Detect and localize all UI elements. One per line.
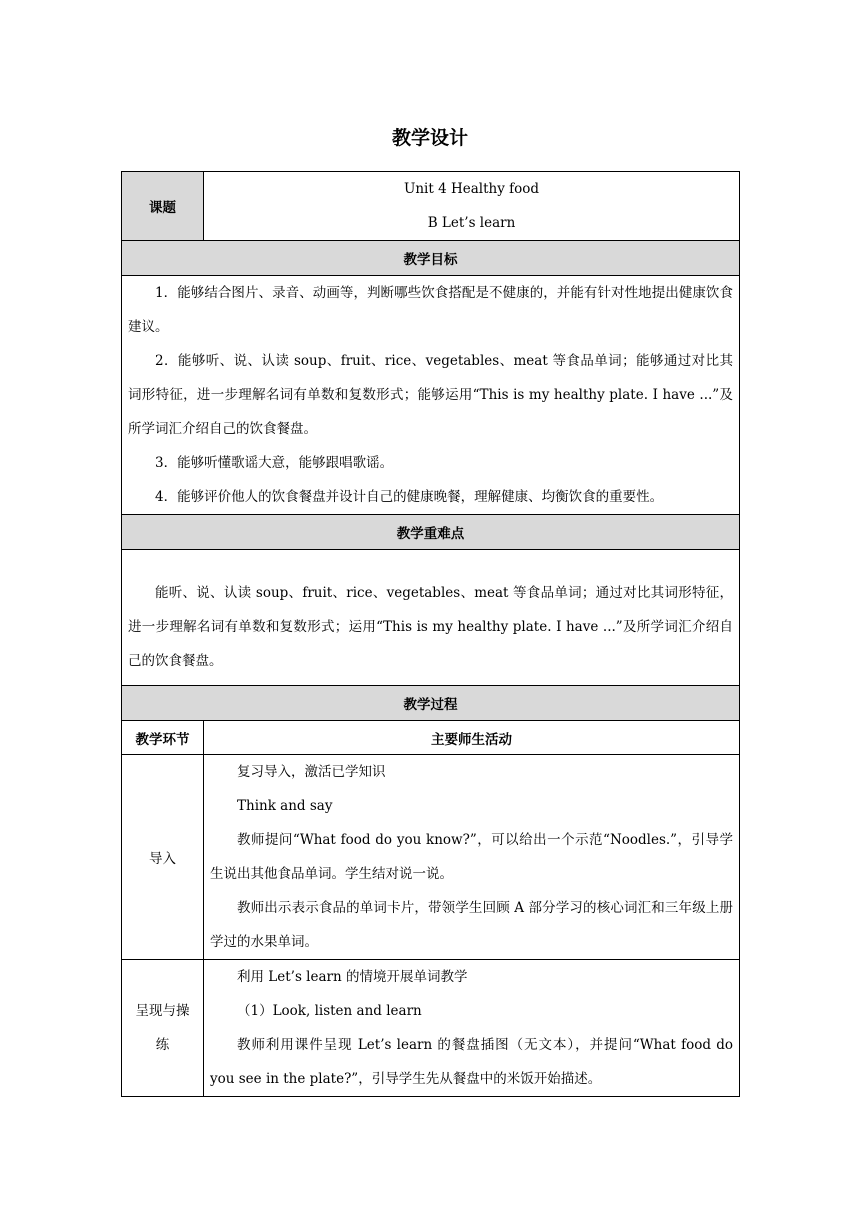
objective-item: 3．能够听懂歌谣大意，能够跟唱歌谣。 — [155, 455, 394, 471]
objective-item: 2．能够听、说、认读 soup、fruit、rice、vegetables、meat 等食品单词；能够通过对比其词形特征，进一步理解名词有单数和复数形式；能够运用“This is my healthy plate. I have ...”及所学词汇介绍自己的饮食餐盘。 — [128, 353, 733, 437]
stage-row-intro — [122, 755, 740, 960]
activity-paragraph: 教师出示表示食品的单词卡片，带领学生回顾 A 部分学习的核心词汇和三年级上册学过的水果单词。 — [210, 900, 733, 950]
activity-column-header: 主要师生活动 — [204, 721, 740, 755]
stage-label-line: 练 — [155, 1037, 170, 1053]
lesson-plan-table — [121, 171, 740, 1097]
topic-lesson: B Let’s learn — [427, 215, 516, 231]
key-points-row — [122, 550, 740, 686]
stage-row-presentation — [122, 960, 740, 1097]
topic-value — [204, 172, 740, 241]
objective-item: 4．能够评价他人的饮食餐盘并设计自己的健康晚餐，理解健康、均衡饮食的重要性。 — [155, 489, 664, 505]
activity-paragraph: 教师提问“What food do you know?”，可以给出一个示范“Noodles.”，引导学生说出其他食品单词。学生结对说一说。 — [210, 832, 733, 882]
topic-label: 课题 — [122, 172, 204, 241]
key-points-header: 教学重难点 — [122, 515, 740, 550]
objectives-content — [122, 276, 740, 515]
stage-activities — [204, 960, 740, 1097]
activity-paragraph: 复习导入，激活已学知识 — [237, 764, 386, 780]
topic-row — [122, 172, 740, 241]
objectives-row — [122, 276, 740, 515]
activity-paragraph: Think and say — [237, 798, 333, 814]
stage-label: 导入 — [122, 755, 204, 960]
stage-column-header: 教学环节 — [122, 721, 204, 755]
activity-paragraph: 利用 Let’s learn 的情境开展单词教学 — [237, 969, 468, 985]
key-points-content — [122, 550, 740, 686]
key-points-text: 能听、说、认读 soup、fruit、rice、vegetables、meat 等食品单词；通过对比其词形特征，进一步理解名词有单数和复数形式；运用“This is my healthy plate. I have ...”及所学词汇介绍自己的饮食餐盘。 — [128, 584, 733, 669]
document-title: 教学设计 — [391, 127, 468, 149]
stage-label-line: 呈现与操 — [135, 1003, 190, 1019]
activity-paragraph: （1）Look, listen and learn — [237, 1003, 422, 1019]
stage-label — [122, 960, 204, 1097]
key-points-header-row — [122, 515, 740, 550]
activity-paragraph: 教师利用课件呈现 Let’s learn 的餐盘插图（无文本），并提问“What food do you see in the plate?”，引导学生先从餐盘中的米饭开始描述。 — [210, 1037, 733, 1087]
objectives-header-row — [122, 241, 740, 276]
topic-unit: Unit 4 Healthy food — [403, 181, 540, 197]
process-header-row — [122, 686, 740, 721]
process-header: 教学过程 — [122, 686, 740, 721]
stage-activities — [204, 755, 740, 960]
process-columns-row — [122, 721, 740, 755]
objective-item: 1．能够结合图片、录音、动画等，判断哪些饮食搭配是不健康的，并能有针对性地提出健康饮食建议。 — [128, 285, 733, 335]
objectives-header: 教学目标 — [122, 241, 740, 276]
